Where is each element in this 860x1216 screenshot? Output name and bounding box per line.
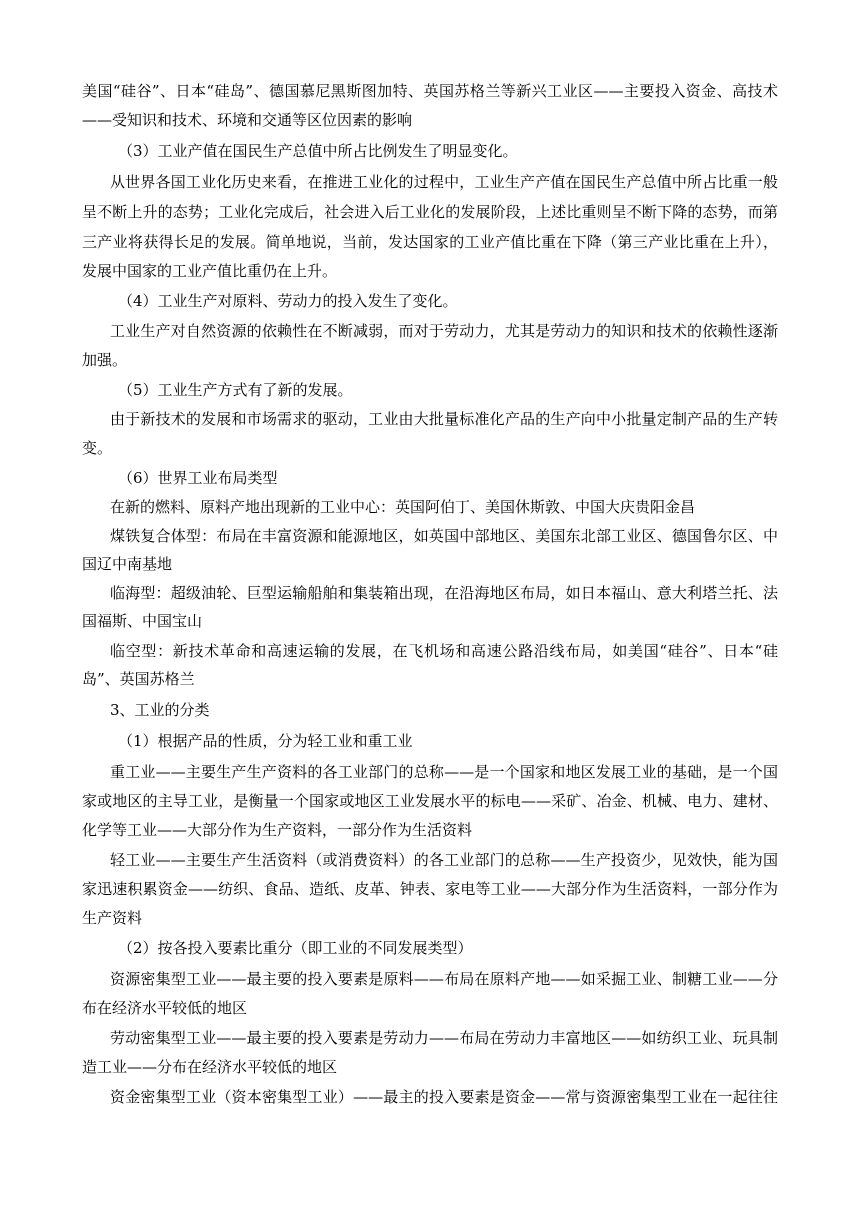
subheading: （2）按各投入要素比重分（即工业的不同发展类型） bbox=[118, 939, 473, 957]
text-line: 变。 bbox=[82, 439, 113, 457]
text-line: 生产资料 bbox=[82, 909, 143, 927]
subheading: （5）工业生产方式有了新的发展。 bbox=[118, 381, 353, 399]
text-line: 资金密集型工业（资本密集型工业）——最主的投入要素是资金——常与资源密集型工业在一起往往 bbox=[110, 1088, 778, 1106]
text-line: 布在经济水平较低的地区 bbox=[82, 999, 248, 1017]
text-line: 家迅速积累资金——纺织、食品、造纸、皮革、钟表、家电等工业——大部分作为生活资料，一部分作为 bbox=[82, 880, 778, 898]
text-line: 呈不断上升的态势；工业化完成后，社会进入后工业化的发展阶段，上述比重则呈不断下降的态势，而第 bbox=[82, 203, 778, 221]
text-line: 煤铁复合体型：布局在丰富资源和能源地区，如英国中部地区、美国东北部工业区、德国鲁尔区、中 bbox=[110, 527, 778, 545]
text-line: 临空型：新技术革命和高速运输的发展，在飞机场和高速公路沿线布局，如美国“硅谷”、日本“硅 bbox=[110, 642, 778, 660]
text-line: 加强。 bbox=[82, 351, 128, 369]
text-line: 劳动密集型工业——最主要的投入要素是劳动力——布局在劳动力丰富地区——如纺织工业、玩具制 bbox=[110, 1029, 778, 1047]
text-line: 资源密集型工业——最主要的投入要素是原料——布局在原料产地——如采掘工业、制糖工业——分 bbox=[110, 970, 778, 988]
text-line: 美国“硅谷”、日本“硅岛”、德国慕尼黑斯图加特、英国苏格兰等新兴工业区——主要投入资金、高技术 bbox=[82, 82, 778, 100]
text-line: 工业生产对自然资源的依赖性在不断减弱，而对于劳动力，尤其是劳动力的知识和技术的依赖性逐渐 bbox=[110, 322, 778, 340]
subheading: （6）世界工业布局类型 bbox=[118, 469, 278, 487]
text-line: 从世界各国工业化历史来看，在推进工业化的过程中，工业生产产值在国民生产总值中所占比重一般 bbox=[110, 173, 778, 191]
text-line: 国辽中南基地 bbox=[82, 555, 173, 573]
subheading: （3）工业产值在国民生产总值中所占比例发生了明显变化。 bbox=[118, 142, 518, 160]
text-line: 三产业将获得长足的发展。简单地说，当前，发达国家的工业产值比重在下降（第三产业比重在上升）， bbox=[82, 233, 778, 251]
text-line: 由于新技术的发展和市场需求的驱动，工业由大批量标准化产品的生产向中小批量定制产品的生产转 bbox=[110, 410, 778, 428]
text-line: 在新的燃料、原料产地出现新的工业中心：英国阿伯丁、美国休斯敦、中国大庆贵阳金昌 bbox=[110, 498, 696, 516]
text-line: 家或地区的主导工业，是衡量一个国家或地区工业发展水平的标电——采矿、冶金、机械、电力、建材、 bbox=[82, 792, 778, 810]
text-line: 重工业——主要生产生产资料的各工业部门的总称——是一个国家和地区发展工业的基础，是一个国 bbox=[110, 763, 778, 781]
text-line: 化学等工业——大部分作为生产资料，一部分作为生活资料 bbox=[82, 821, 473, 839]
text-line: 国福斯、中国宝山 bbox=[82, 612, 203, 630]
text-line: 发展中国家的工业产值比重仍在上升。 bbox=[82, 262, 338, 280]
section-heading: 3、工业的分类 bbox=[110, 701, 210, 719]
text-line: 轻工业——主要生产生活资料（或消费资料）的各工业部门的总称——生产投资少，见效快，能为国 bbox=[110, 851, 778, 869]
text-line: 临海型：超级油轮、巨型运输船舶和集装箱出现，在沿海地区布局，如日本福山、意大利塔兰托、法 bbox=[110, 584, 778, 602]
text-line: 造工业——分布在经济水平较低的地区 bbox=[82, 1058, 338, 1076]
text-line: ——受知识和技术、环境和交通等区位因素的影响 bbox=[82, 111, 413, 129]
subheading: （4）工业生产对原料、劳动力的投入发生了变化。 bbox=[118, 292, 458, 310]
text-line: 岛”、英国苏格兰 bbox=[82, 670, 195, 688]
subheading: （1）根据产品的性质，分为轻工业和重工业 bbox=[118, 732, 413, 750]
